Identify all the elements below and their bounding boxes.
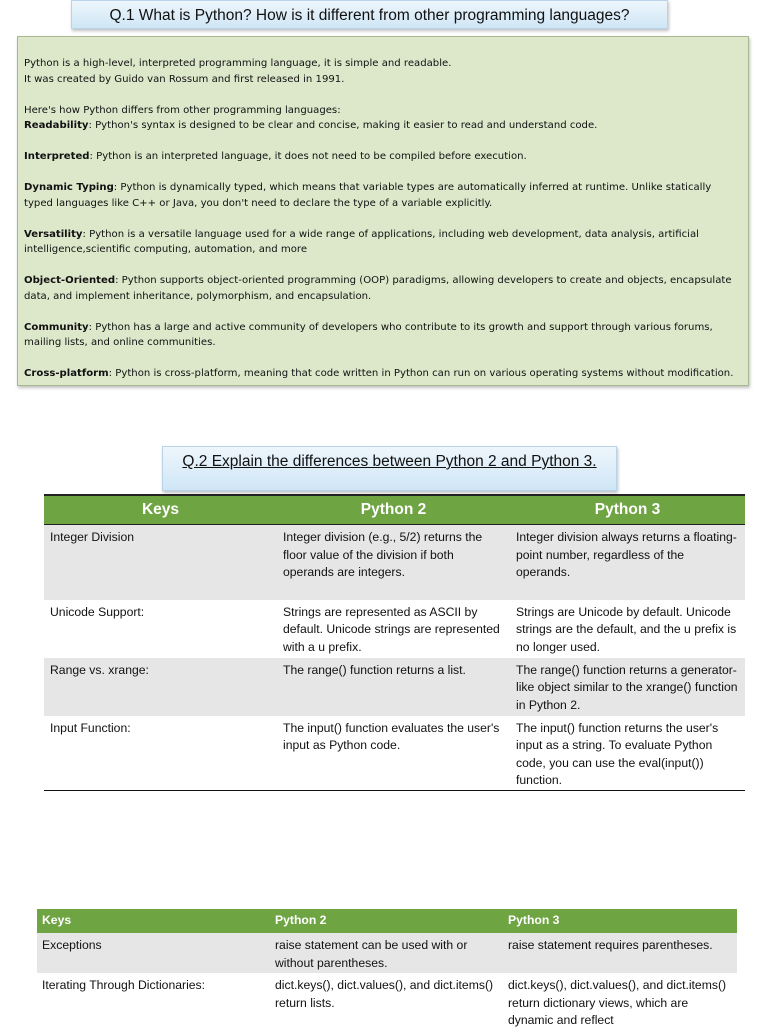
- header-python3: Python 3: [510, 495, 745, 525]
- q1-answer-box: [17, 36, 749, 386]
- point-term: Versatility: [24, 228, 83, 240]
- comparison-table-2: [37, 909, 737, 1030]
- point-text: : Python is an interpreted language, it does not need to be compiled before execution.: [89, 151, 527, 162]
- q1-point-community: [24, 320, 742, 351]
- q1-differs-heading: Here's how Python differs from other programming languages:: [24, 104, 341, 116]
- point-term: Cross-platform: [24, 368, 109, 379]
- comparison-table-1: [44, 494, 745, 791]
- q1-title: Q.1 What is Python? How is it different from other programming languages?: [71, 0, 668, 29]
- table-header-row: [44, 495, 745, 525]
- q1-point-interpreted: [24, 149, 742, 165]
- q1-point-versatility: [24, 227, 742, 258]
- table-row: [44, 716, 745, 791]
- header-python2: Python 2: [277, 495, 510, 525]
- point-text: : Python's syntax is designed to be clear and concise, making it easier to read and understand code.: [88, 120, 598, 131]
- q2-title-text: Q.2 Explain the differences between Python 2 and Python 3.: [182, 453, 597, 470]
- point-text: : Python has a large and active community of developers who contribute to its growth and support through various forums,: [88, 321, 713, 333]
- cell-key: Input Function:: [50, 720, 131, 735]
- cell-python2: Strings are represented as ASCII by default. Unicode strings are represented with a u prefix.: [283, 604, 500, 654]
- cell-python3: Strings are Unicode by default. Unicode strings are the default, and the u prefix is no longer used.: [516, 604, 737, 654]
- cell-python3: The input() function returns the user's input as a string. To evaluate Python code, you can use the eval(input()) function.: [516, 720, 719, 787]
- q1-point-readability: [24, 118, 742, 134]
- q1-point-object-oriented: [24, 273, 742, 304]
- cell-key: Exceptions: [37, 933, 270, 973]
- point-text-continued: mailing lists, and online communities.: [24, 337, 216, 348]
- q1-point-cross-platform: [24, 366, 742, 382]
- cell-key: Unicode Support:: [50, 604, 145, 619]
- q2-title: [162, 446, 617, 491]
- cell-python3: The range() function returns a generator-like object similar to the xrange() function in Python 2.: [510, 658, 745, 716]
- cell-python3: dict.keys(), dict.values(), and dict.items() return dictionary views, which are dynamic and reflect: [508, 978, 727, 1027]
- point-term: Interpreted: [24, 151, 90, 162]
- cell-python2: The input() function evaluates the user's input as Python code.: [283, 720, 500, 752]
- point-term: Object-Oriented: [24, 275, 116, 286]
- table-row: [44, 600, 745, 658]
- cell-python2: dict.keys(), dict.values(), and dict.items() return lists.: [275, 978, 494, 1010]
- table-row: [37, 933, 737, 973]
- q1-point-dynamic-typing: [24, 180, 742, 211]
- point-text: : Python supports object-oriented programming (OOP) paradigms, allowing developers to create and objects, encapsulate data, and implement inheritance, polymorphism, and encapsulation.: [24, 275, 732, 302]
- point-text: : Python is cross-platform, meaning that code written in Python can run on various operating systems without modification.: [108, 368, 734, 379]
- table-row: [44, 658, 745, 716]
- table-row: [37, 973, 737, 1030]
- table-row: [44, 525, 745, 600]
- table-header-row: [37, 909, 737, 933]
- cell-python2: Integer division (e.g., 5/2) returns the floor value of the division if both operands are integers.: [277, 525, 510, 600]
- header-keys: Keys: [37, 909, 270, 933]
- q1-intro-line2: It was created by Guido van Rossum and first released in 1991.: [24, 73, 345, 85]
- header-python2: Python 2: [270, 909, 503, 933]
- point-term: Readability: [24, 120, 89, 131]
- cell-python2: raise statement can be used with or without parentheses.: [270, 933, 503, 973]
- header-python3: Python 3: [503, 909, 737, 933]
- q1-intro-line1: Python is a high-level, interpreted programming language, it is simple and readable.: [24, 58, 452, 69]
- header-keys: Keys: [44, 495, 277, 525]
- cell-key: Integer Division: [44, 525, 277, 600]
- cell-python3: raise statement requires parentheses.: [503, 933, 737, 973]
- point-term: Community: [24, 321, 89, 333]
- cell-key: Iterating Through Dictionaries:: [42, 978, 206, 992]
- point-term: Dynamic Typing: [24, 182, 114, 193]
- point-text: : Python is dynamically typed, which means that variable types are automatically inferred at runtime. Unlike statically typed languages like C++ or Java, you don't need to declare the type of a variable explicitly.: [24, 182, 712, 209]
- point-text: : Python is a versatile language used for a wide range of applications, including web development, data analysis, artificial intelligence,scientific computing, automation, and more: [24, 228, 699, 255]
- cell-python2: The range() function returns a list.: [277, 658, 510, 716]
- cell-key: Range vs. xrange:: [44, 658, 277, 716]
- cell-python3: Integer division always returns a floating-point number, regardless of the operands.: [510, 525, 745, 600]
